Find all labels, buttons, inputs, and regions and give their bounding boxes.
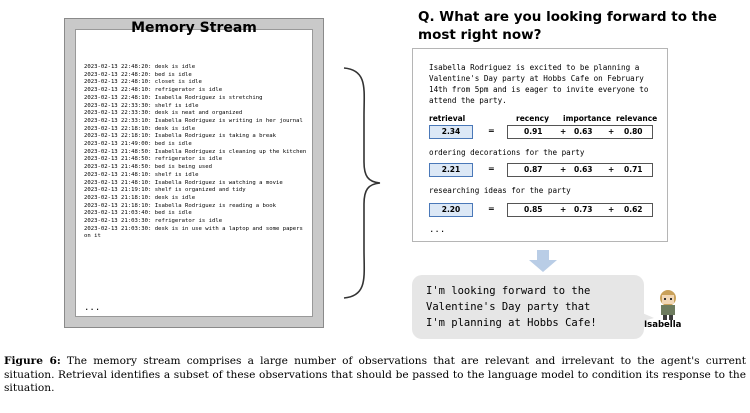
- header-recency: recency: [516, 114, 549, 123]
- plus-sign: +: [560, 205, 567, 214]
- equals-sign-2: =: [488, 164, 495, 173]
- answer-text: I'm looking forward to the Valentine's Day party that I'm planning at Hobbs Cafe!: [426, 285, 597, 329]
- memory-entry: 2023-02-13 22:33:30: shelf is idle: [84, 102, 199, 109]
- memory-entry: 2023-02-13 22:48:20: desk is idle: [84, 64, 196, 70]
- memory-entry: 2023-02-13 21:03:30: refrigerator is idle: [84, 218, 223, 225]
- memory-entry: 2023-02-13 21:48:10: shelf is idle: [84, 171, 199, 178]
- memory-entry: 2023-02-13 21:48:50: Isabella Rodriguez is cleaning up the kitchen: [84, 148, 307, 155]
- memory-entry: 2023-02-13 21:48:10: Isabella Rodriguez is watching a movie: [84, 179, 283, 186]
- caption-text: The memory stream comprises a large number of observations that are relevant and irrelevant to the agent's current situation. Retrieval identifies a subset of these observations that should be passed to the language model to condition its response to the situation.: [4, 355, 746, 394]
- memory-entry: 2023-02-13 22:18:10: Isabella Rodriguez is taking a break: [84, 133, 276, 140]
- memory-entry: 2023-02-13 22:48:20: bed is idle: [84, 71, 192, 78]
- score-components-1: [507, 125, 653, 139]
- plus-sign: +: [560, 165, 567, 174]
- question-heading: Q. What are you looking forward to the most right now?: [418, 9, 717, 43]
- importance-value-3: 0.73: [574, 205, 593, 214]
- brace-connector: [338, 66, 386, 300]
- isabella-avatar-icon: [654, 289, 682, 321]
- memory-stream-list: [84, 64, 312, 241]
- memory-entry: 2023-02-13 22:48:10: refrigerator is idle: [84, 87, 223, 94]
- retrieval-panel: [412, 48, 668, 242]
- memory-entry: 2023-02-13 22:48:10: closet is idle: [84, 79, 202, 86]
- importance-value-1: 0.63: [574, 127, 593, 136]
- relevance-value-2: 0.71: [624, 165, 643, 174]
- memory-entry: 2023-02-13 22:48:10: Isabella Rodriguez is stretching: [84, 94, 263, 101]
- equals-sign-3: =: [488, 204, 495, 213]
- memory-entry: 2023-02-13 21:19:10: shelf is organized and tidy: [84, 187, 246, 194]
- importance-value-2: 0.63: [574, 165, 593, 174]
- retrieved-item-label-2: ordering decorations for the party: [429, 148, 585, 157]
- score-components-2: [507, 163, 653, 177]
- retrieval-score-3: 2.20: [429, 203, 473, 217]
- plus-sign: +: [560, 127, 567, 136]
- header-importance: importance: [563, 114, 612, 123]
- memory-entry: 2023-02-13 21:48:50: bed is being used: [84, 164, 212, 171]
- memory-entry: 2023-02-13 21:48:50: refrigerator is idle: [84, 156, 223, 163]
- equals-sign-1: =: [488, 126, 495, 135]
- memory-stream-title: Memory Stream: [131, 20, 257, 36]
- header-relevance: relevance: [616, 114, 658, 123]
- plus-sign: +: [608, 205, 615, 214]
- plus-sign: +: [608, 165, 615, 174]
- answer-speech-bubble: [412, 275, 644, 339]
- speaker-name: Isabella: [644, 320, 682, 330]
- memory-entry: 2023-02-13 22:33:30: desk is neat and organized: [84, 110, 243, 117]
- relevance-value-3: 0.62: [624, 205, 643, 214]
- memory-entry: 2023-02-13 21:18:10: desk is idle: [84, 194, 196, 201]
- header-retrieval: retrieval: [429, 114, 466, 123]
- relevance-value-1: 0.80: [624, 127, 643, 136]
- retrieval-score-1: 2.34: [429, 125, 473, 139]
- down-arrow-icon: [527, 250, 559, 274]
- retrieval-score-2: 2.21: [429, 163, 473, 177]
- memory-entry: 2023-02-13 21:03:40: bed is idle: [84, 210, 192, 217]
- plus-sign: +: [608, 127, 615, 136]
- retrieval-query: Isabella Rodriguez is excited to be planning a Valentine's Day party at Hobbs Cafe on February 14th from 5pm and is eager to invite everyone to attend the party.: [429, 63, 649, 105]
- retrieved-item-label-3: researching ideas for the party: [429, 186, 571, 195]
- memory-entry: 2023-02-13 21:18:10: Isabella Rodriguez is reading a book: [84, 202, 276, 209]
- memory-stream-ellipsis: ...: [84, 303, 101, 313]
- caption-label: Figure 6:: [4, 355, 61, 367]
- retrieval-ellipsis: ...: [429, 225, 446, 235]
- score-components-3: [507, 203, 653, 217]
- recency-value-2: 0.87: [524, 165, 543, 174]
- memory-entry: 2023-02-13 22:33:10: Isabella Rodriguez is writing in her journal: [84, 117, 303, 124]
- memory-entry: 2023-02-13 22:18:10: desk is idle: [84, 125, 196, 132]
- memory-entry: 2023-02-13 21:03:30: desk is in use with a laptop and some papers on it: [84, 225, 303, 240]
- recency-value-3: 0.85: [524, 205, 543, 214]
- memory-entry: 2023-02-13 21:49:00: bed is idle: [84, 141, 192, 148]
- recency-value-1: 0.91: [524, 127, 543, 136]
- figure-caption: [4, 355, 746, 396]
